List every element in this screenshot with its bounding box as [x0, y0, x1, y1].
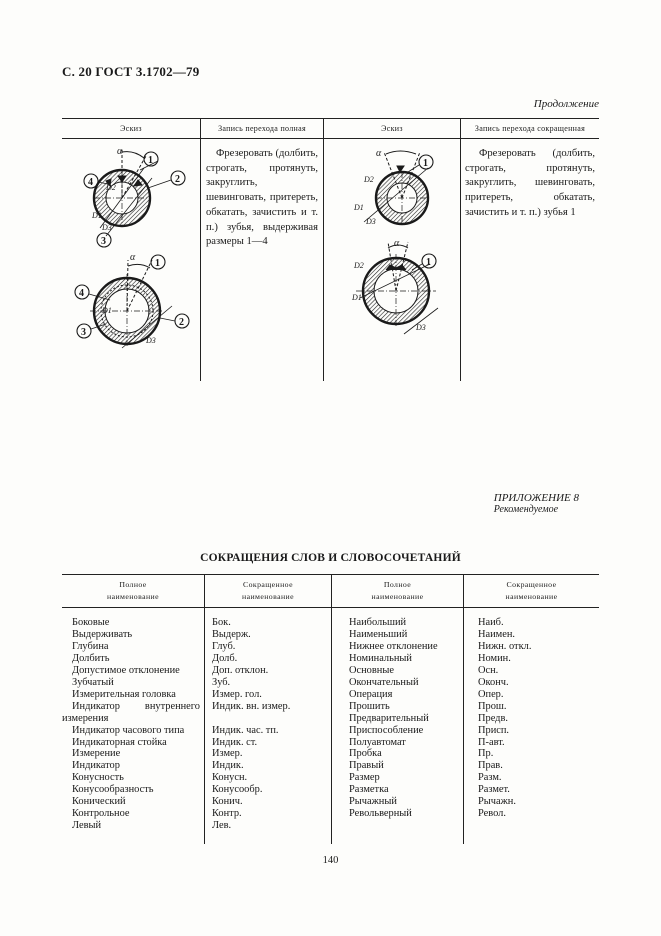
list-item: [212, 713, 328, 725]
list-item: Бок.: [212, 617, 231, 628]
list-item: Глуб.: [212, 640, 236, 652]
list-item: Конусообр.: [212, 784, 263, 796]
list-item: Измерение: [72, 748, 121, 760]
list-item: Размер: [349, 772, 380, 784]
list-item: Номин.: [478, 652, 511, 664]
list-item: Левый: [72, 820, 102, 832]
list-item: Долбить: [72, 652, 110, 664]
list-item: Номинальный: [349, 652, 412, 664]
list-item: Выдерж.: [212, 628, 251, 640]
list-item: Основные: [349, 664, 394, 676]
list-item: Измерительная головка: [72, 688, 176, 700]
svg-text:D1: D1: [102, 306, 112, 315]
svg-text:D1: D1: [92, 211, 102, 220]
svg-text:4: 4: [79, 288, 84, 299]
abbr-divider-3: [463, 574, 464, 844]
list-item: Оконч.: [478, 676, 509, 688]
list-item: Разметка: [349, 784, 389, 796]
list-item: Пр.: [478, 748, 494, 760]
list-item: Индикатор: [72, 760, 120, 772]
svg-text:D3: D3: [146, 336, 156, 345]
list-item: Опер.: [478, 688, 504, 700]
list-item: Глубина: [72, 640, 109, 652]
list-item: Конусн.: [212, 772, 248, 784]
list-item: Прошить: [349, 700, 390, 712]
list-item: Нижнее отклонение: [349, 640, 438, 652]
list-item: измерения: [62, 712, 109, 724]
list-item: Револьверный: [349, 808, 412, 820]
gear-sketch-2: [75, 255, 189, 348]
list-item: Размет.: [478, 784, 510, 796]
list-item: Наибольший: [349, 617, 407, 628]
list-item: П-авт.: [478, 736, 505, 748]
svg-text:1: 1: [155, 258, 160, 269]
list-item: Окончательный: [349, 676, 419, 688]
appendix-label: ПРИЛОЖЕНИЕ 8: [493, 492, 579, 504]
right-full-column: [349, 617, 461, 820]
header-full-record: Запись перехода полная: [218, 124, 306, 133]
section-title: СОКРАЩЕНИЯ СЛОВ И СЛОВОСОЧЕТАНИЙ: [200, 552, 461, 564]
list-item: Пробка: [349, 748, 382, 760]
list-item: Контр.: [212, 808, 242, 820]
page-number: 140: [322, 855, 339, 866]
gear-sketch-4: [356, 242, 438, 334]
list-item: Лев.: [212, 820, 232, 832]
list-item: Измер. гол.: [212, 688, 262, 700]
list-item: Предварительный: [349, 712, 429, 724]
list-item: Измер.: [212, 748, 243, 760]
list-item: Операция: [349, 688, 393, 700]
list-item: Допустимое отклонение: [72, 664, 180, 676]
svg-text:2: 2: [179, 317, 184, 328]
header-sketch-2: Эскиз: [381, 124, 403, 133]
list-item: Правый: [349, 760, 384, 772]
list-item: Зуб.: [212, 676, 231, 688]
list-item: Индик. час. тп.: [212, 724, 279, 736]
svg-text:D3: D3: [366, 217, 376, 226]
table-top-rule: [62, 118, 599, 119]
svg-text:D2: D2: [354, 261, 364, 270]
svg-text:3: 3: [81, 327, 86, 338]
svg-text:D3: D3: [102, 223, 112, 232]
abbr-divider-1: [204, 574, 205, 844]
svg-text:2: 2: [175, 174, 180, 185]
list-item: Присп.: [478, 724, 510, 736]
list-item: Индикатор часового типа: [72, 724, 185, 736]
abbr-header-full-1: Полное наименование: [107, 580, 159, 601]
list-item: Рычажный: [349, 796, 397, 808]
abbr-header-full-2: Полное наименование: [371, 580, 424, 601]
list-item: Полуавтомат: [349, 736, 406, 748]
list-item: Зубчатый: [72, 676, 114, 688]
gear-sketch-1: [84, 148, 185, 247]
list-item: Индик. ст.: [212, 736, 258, 748]
list-item: Индик.: [212, 760, 244, 772]
sketch-left: [62, 138, 200, 381]
list-item: Индикатор внутреннего: [72, 700, 200, 712]
svg-text:α: α: [130, 252, 136, 263]
svg-text:1: 1: [426, 257, 431, 268]
list-item: Доп. отклон.: [212, 664, 269, 676]
full-record-text: Фрезеровать (долбить, строгать, протянуть, закруглить, шевинговать, притереть, обкатать, зачистить и т. п.) зубья, выдерживая размеры 1—4: [206, 148, 318, 248]
list-item: Индик. вн. измер.: [212, 700, 291, 712]
list-item: Долб.: [212, 652, 238, 664]
short-record-text: Фрезеровать (долбить, строгать, протянуть, закруглить, шевинговать, притереть, обкатать, зачистить и т. п.) зубья 1: [465, 148, 595, 218]
appendix-block: [494, 492, 579, 515]
list-item: Конусообразность: [72, 784, 154, 796]
abbr-header-short-1: Сокращенное наименование: [242, 580, 294, 601]
header-sketch-1: Эскиз: [120, 124, 142, 133]
abbr-divider-2: [331, 574, 332, 844]
column-divider-1: [200, 118, 201, 381]
list-item: Приспособление: [349, 724, 424, 736]
svg-text:1: 1: [148, 155, 153, 166]
page-header: С. 20 ГОСТ 3.1702—79: [62, 64, 200, 79]
column-divider-3: [460, 118, 461, 381]
svg-text:D1: D1: [352, 293, 362, 302]
list-item: Конусность: [72, 772, 124, 784]
list-item: Прав.: [478, 760, 503, 772]
svg-text:α: α: [394, 238, 400, 249]
svg-text:D2: D2: [106, 183, 116, 192]
right-short-column: [478, 617, 596, 820]
list-item: Контрольное: [72, 808, 130, 820]
list-item: Конический: [72, 796, 126, 808]
svg-text:α: α: [376, 148, 382, 159]
continuation-label: Продолжение: [533, 98, 599, 110]
svg-text:1: 1: [423, 158, 428, 169]
list-item: Разм.: [478, 772, 502, 784]
svg-text:3: 3: [101, 236, 106, 247]
appendix-note: Рекомендуемое: [493, 504, 559, 515]
list-item: Индикаторная стойка: [72, 736, 167, 748]
svg-text:D3: D3: [416, 323, 426, 332]
abbr-header-short-2: Сокращенное наименование: [505, 580, 558, 601]
list-item: Прош.: [478, 700, 507, 712]
list-item: Наименьший: [349, 628, 408, 640]
left-full-column: [62, 617, 200, 832]
list-item: Рычажн.: [478, 796, 516, 808]
alpha-label: α: [117, 146, 123, 157]
list-item: Предв.: [478, 712, 508, 724]
header-short-record: Запись перехода сокращенная: [474, 124, 586, 133]
list-item: Револ.: [478, 808, 506, 820]
svg-text:D1: D1: [354, 203, 364, 212]
sketch-right: [324, 138, 460, 381]
svg-text:D2: D2: [364, 175, 374, 184]
list-item: Выдерживать: [72, 628, 133, 640]
list-item: Осн.: [478, 664, 499, 676]
list-item: Боковые: [72, 617, 110, 628]
list-item: Нижн. откл.: [478, 640, 532, 652]
list-item: Наимен.: [478, 628, 516, 640]
svg-text:4: 4: [88, 177, 93, 188]
list-item: Наиб.: [478, 617, 504, 628]
list-item: Конич.: [212, 796, 243, 808]
left-short-column: [212, 617, 328, 832]
